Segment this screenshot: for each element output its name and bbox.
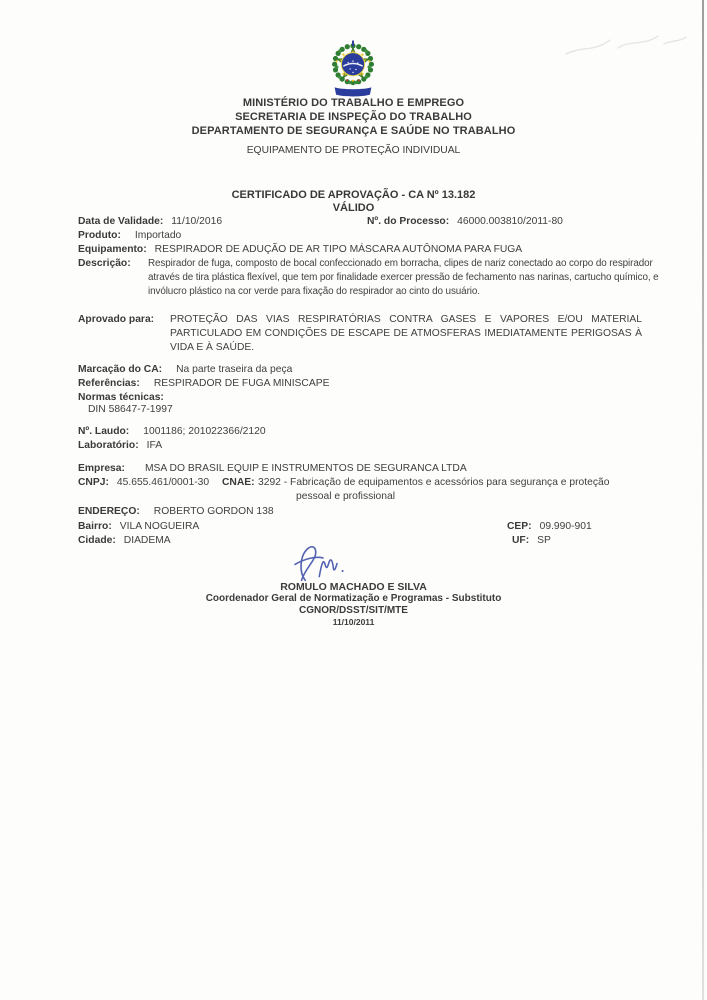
- aprovado-label: Aprovado para:: [78, 314, 155, 325]
- field-processo: [367, 216, 563, 227]
- scan-edge-line: [702, 0, 704, 1000]
- cep-label: CEP:: [507, 521, 532, 532]
- bairro-value: VILA NOGUEIRA: [119, 521, 200, 532]
- cep-value: 09.990-901: [539, 521, 592, 532]
- field-cnpj: [78, 477, 209, 488]
- descricao-line-3: invólucro plástico na cor verde para fixação do respirador ao cinto do usuário.: [148, 286, 480, 297]
- processo-label: Nº. do Processo:: [367, 216, 450, 227]
- laboratorio-value: IFA: [146, 440, 163, 451]
- signature-date: 11/10/2011: [332, 617, 375, 627]
- field-uf: [512, 535, 551, 546]
- cidade-label: Cidade:: [78, 535, 116, 546]
- field-cidade: [78, 535, 171, 546]
- cnae-label: CNAE:: [222, 477, 255, 488]
- empresa-value: MSA DO BRASIL EQUIP E INSTRUMENTOS DE SEGURANCA LTDA: [144, 463, 467, 474]
- field-endereco: [78, 506, 274, 517]
- field-validade: [78, 216, 222, 227]
- field-bairro: [78, 521, 199, 532]
- cnpj-value: 45.655.461/0001-30: [116, 477, 210, 488]
- processo-value: 46000.003810/2011-80: [457, 216, 563, 227]
- org-line-3: DEPARTAMENTO DE SEGURANÇA E SAÚDE NO TRABALHO: [191, 125, 516, 137]
- normas-value: DIN 58647-7-1997: [88, 404, 173, 415]
- aprovado-line-3: VIDA E À SAÚDE.: [170, 342, 255, 353]
- laboratorio-label: Laboratório:: [78, 440, 139, 451]
- produto-label: Produto:: [78, 230, 121, 241]
- cidade-value: DIADEMA: [123, 535, 171, 546]
- org-line-1: MINISTÉRIO DO TRABALHO E EMPREGO: [242, 97, 465, 109]
- field-equipamento: [78, 244, 522, 255]
- org-line-2: SECRETARIA DE INSPEÇÃO DO TRABALHO: [235, 111, 472, 123]
- bairro-label: Bairro:: [78, 521, 112, 532]
- descricao-label: Descrição:: [78, 258, 131, 269]
- certificate-status: VÁLIDO: [332, 202, 375, 214]
- signer-role: Coordenador Geral de Normatização e Programas - Substituto: [205, 593, 502, 604]
- field-marcacao: [78, 364, 292, 375]
- uf-value: SP: [537, 535, 551, 546]
- field-referencias: [78, 378, 329, 389]
- descricao-line-1: Respirador de fuga, composto de bocal confeccionado em borracha, clipes de nariz conectado ao corpo do respirador: [148, 258, 653, 269]
- endereco-value: ROBERTO GORDON 138: [153, 506, 274, 517]
- aprovado-line-1: PROTEÇÃO DAS VIAS RESPIRATÓRIAS CONTRA GASES E VAPORES E/OU MATERIAL: [170, 314, 642, 325]
- pencil-mark: [560, 26, 690, 62]
- produto-value: Importado: [134, 230, 182, 241]
- laudo-value: 1001186; 201022366/2120: [143, 426, 266, 437]
- field-laudo: [78, 426, 266, 437]
- empresa-label: Empresa:: [78, 463, 125, 474]
- document-subtitle: EQUIPAMENTO DE PROTEÇÃO INDIVIDUAL: [246, 145, 461, 156]
- field-cep: [507, 521, 592, 532]
- referencias-label: Referências:: [78, 378, 140, 389]
- validade-label: Data de Validade:: [78, 216, 164, 227]
- marcacao-label: Marcação do CA:: [78, 364, 163, 375]
- field-produto: [78, 230, 181, 241]
- signer-name: ROMULO MACHADO E SILVA: [280, 581, 427, 593]
- field-laboratorio: [78, 440, 162, 451]
- signer-department: CGNOR/DSST/SIT/MTE: [299, 605, 408, 616]
- referencias-value: RESPIRADOR DE FUGA MINISCAPE: [153, 378, 330, 389]
- equipamento-value: RESPIRADOR DE ADUÇÃO DE AR TIPO MÁSCARA AUTÔNOMA PARA FUGA: [154, 244, 523, 255]
- normas-label: Normas técnicas:: [78, 392, 164, 403]
- certificate-title: CERTIFICADO DE APROVAÇÃO - CA Nº 13.182: [231, 189, 476, 201]
- field-empresa: [78, 463, 467, 474]
- equipamento-label: Equipamento:: [78, 244, 147, 255]
- cnae-line-1: 3292 - Fabricação de equipamentos e acessórios para segurança e proteção: [258, 477, 610, 488]
- uf-label: UF:: [512, 535, 530, 546]
- validade-value: 11/10/2016: [171, 216, 223, 227]
- endereco-label: ENDEREÇO:: [78, 506, 140, 517]
- cnae-line-2: pessoal e profissional: [296, 491, 396, 502]
- brazil-coat-of-arms-icon: [324, 39, 382, 101]
- laudo-label: Nº. Laudo:: [78, 426, 130, 437]
- cnpj-label: CNPJ:: [78, 477, 109, 488]
- marcacao-value: Na parte traseira da peça: [176, 364, 293, 375]
- descricao-line-2: através de tira plástica flexível, que tem por finalidade exercer pressão de fechamento nas narinas, cartucho químico, e: [148, 272, 659, 283]
- aprovado-line-2: PARTICULADO EM CONDIÇÕES DE ESCAPE DE ATMOSFERAS IMEDIATAMENTE PERIGOSAS À: [170, 328, 642, 339]
- signature-ink-icon: [288, 543, 358, 585]
